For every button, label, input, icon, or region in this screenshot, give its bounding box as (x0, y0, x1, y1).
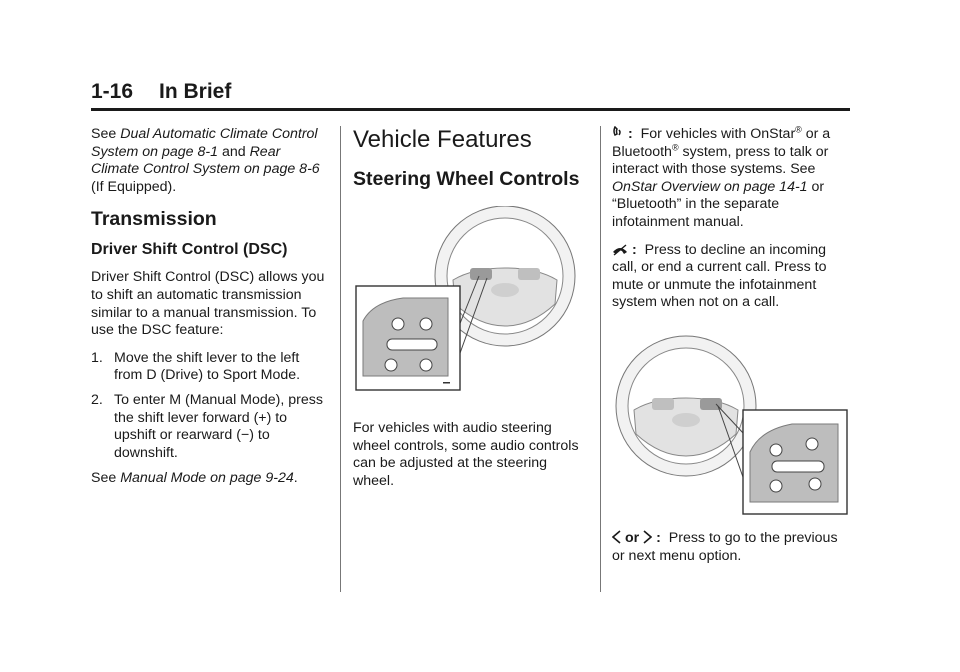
dsc-body: Driver Shift Control (DSC) allows you to shift an automatic transmission similar to a manual transmission. To use the DSC feature: (91, 269, 325, 339)
chevron-right-icon (643, 530, 652, 544)
page-number: 1-16 (91, 80, 134, 103)
column-3 (612, 126, 850, 575)
steering-wheel-controls-figure (353, 206, 585, 406)
push-to-talk-description: : For vehicles with OnStar® or a Bluetooth® system, press to talk or interact with those systems. See OnStar Overview on page 14-1 or “Bluetooth” in the separate infotainment manual. (612, 124, 831, 230)
onstar-link[interactable]: OnStar Overview on page 14-1 (612, 178, 808, 195)
steering-wheel-menu-figure (612, 334, 850, 516)
dsc-steps (91, 350, 331, 463)
list-item: 1. Move the shift lever to the left from D (Drive) to Sport Mode. (91, 349, 301, 384)
column-divider-2 (600, 126, 601, 592)
menu-navigation-description: or : Press to go to the previous or next menu option. (612, 529, 838, 564)
column-1 (91, 126, 331, 498)
manual-mode-reference: See Manual Mode on page 9-24. (91, 470, 298, 487)
transmission-heading: Transmission (91, 208, 217, 231)
climate-reference: See Dual Automatic Climate Control System on page 8-1 and Rear Climate Control System on page 8-6 (If Equipped). (91, 126, 320, 195)
dsc-subheading: Driver Shift Control (DSC) (91, 241, 288, 259)
page-header (91, 80, 850, 111)
control-panel-closeup (356, 286, 460, 390)
push-to-talk-icon (612, 126, 624, 140)
manual-mode-link[interactable]: Manual Mode on page 9-24 (120, 470, 294, 487)
section-title: In Brief (159, 80, 232, 103)
steering-controls-caption: For vehicles with audio steering wheel controls, some audio controls can be adjusted at the steering wheel. (353, 420, 579, 489)
column-divider-1 (340, 126, 341, 592)
list-item: 2. To enter M (Manual Mode), press the shift lever forward (+) to upshift or rearward (−) to downshift. (91, 391, 323, 461)
rear-climate-link[interactable]: Rear Climate Control System on page 8-6 (91, 143, 320, 178)
vehicle-features-heading: Vehicle Features (353, 126, 532, 153)
column-2 (353, 126, 587, 500)
climate-control-link[interactable]: Dual Automatic Climate Control System on page 8-1 (91, 126, 318, 160)
steering-controls-heading: Steering Wheel Controls (353, 168, 580, 190)
control-panel-closeup (743, 410, 847, 514)
end-call-description: : Press to decline an incoming call, or end a current call. Press to mute or unmute the infotainment system when not on a call. (612, 241, 827, 311)
end-call-icon (612, 244, 628, 256)
chevron-left-icon (612, 530, 621, 544)
